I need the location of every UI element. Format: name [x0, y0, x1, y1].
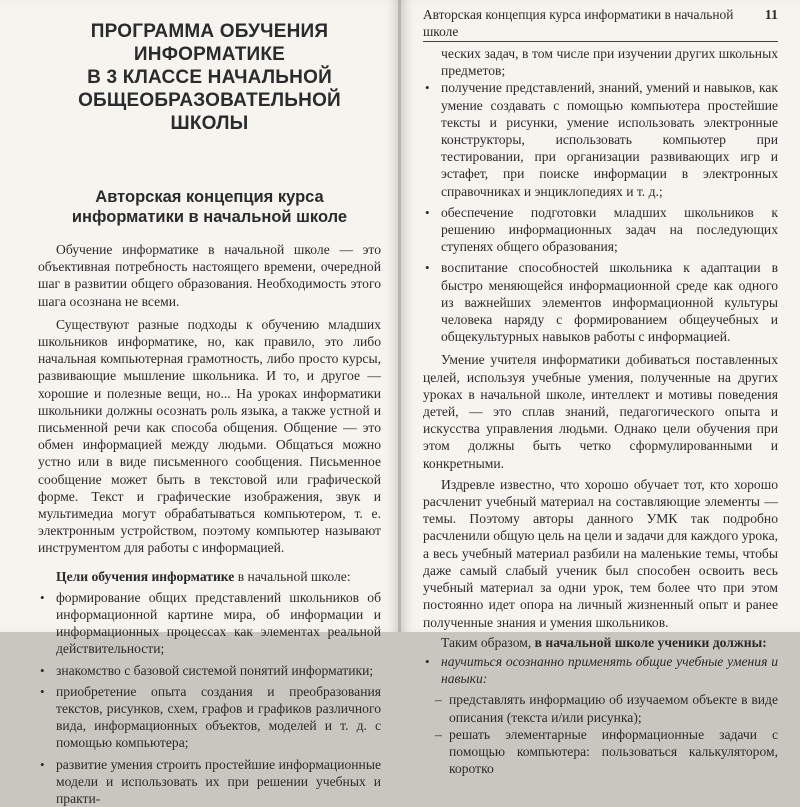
dash-icon: –	[435, 726, 442, 742]
summary-line	[423, 634, 778, 651]
continued-text: ческих задач, в том числе при изучении других школьных предметов;	[441, 46, 778, 79]
chapter-title-line: ОБЩЕОБРАЗОВАТЕЛЬНОЙ ШКОЛЫ	[78, 90, 341, 134]
list-item-text: развитие умения строить простейшие информационные модели и использовать их при решении учебных и практи-	[56, 756, 381, 807]
list-item-text: получение представлений, знаний, умений и навыков, как умение создавать с помощью компьютера простейшие тексты и рисунки, умение использовать электронные конструкторы, использовать компьютер при тестировании, при организации развивающих игр и эстафет, при поиске информации в электронных справочниках и энциклопедиях и т. д.;	[441, 80, 778, 199]
dash-icon: –	[435, 692, 442, 708]
bullet-icon: •	[40, 683, 45, 699]
bullet-icon: •	[40, 756, 45, 772]
goals-heading	[38, 568, 381, 585]
list-item	[423, 653, 778, 687]
paragraph: Издревле известно, что хорошо обучает тот, кто хорошо расчленит учебный материал на составляющие элементы — темы. Поэтому авторы данного УМК так подробно расчленили общую цель на цели и задачи для каждого урока, а весь учебный материал разбили на маленькие темы, чтобы даже самый слабый ученик был способен освоить весь учебный материал за одни урок, тем более что при этом постоянно идет опора на личный жизненный опыт и ранее полученные знания и умения школьников.	[423, 476, 778, 630]
page-number: 11	[764, 8, 778, 23]
list-item-text: обеспечение подготовки младших школьников к решению информационных задач на последующих ступенях общего образования;	[441, 204, 778, 255]
paragraph: Обучение информатике в начальной школе — это объективная потребность настоящего времени, очередной шаг в развитии общего образования. Необходимость этого шага осознана не всеми.	[38, 242, 381, 309]
skills-list	[423, 691, 778, 777]
running-head	[423, 6, 778, 42]
list-item-text: знакомство с базовой системой понятий информатики;	[56, 662, 374, 678]
section-title-line: информатики в начальной школе	[71, 208, 348, 226]
chapter-title-line: ПРОГРАММА ОБУЧЕНИЯ ИНФОРМАТИКЕ	[90, 21, 329, 65]
bullet-icon: •	[425, 653, 430, 669]
list-item	[38, 683, 381, 752]
list-item-text: представлять информацию об изучаемом объекте в виде описания (текста и/или рисунка);	[449, 692, 778, 725]
chapter-title-line: В 3 КЛАССЕ НАЧАЛЬНОЙ	[87, 67, 332, 88]
list-item	[423, 259, 778, 345]
list-item	[423, 204, 778, 256]
section-title	[38, 187, 381, 227]
goals-heading-bold: Цели обучения информатике	[56, 568, 235, 584]
paragraph: Существуют разные подходы к обучению младших школьников информатике, но, как правило, это либо начальная компьютерная грамотность, либо просто курсы, развивающие мышление школьника. И то, и другое — хорошие и полезные вещи, но... На уроках информатики школьники должны осознать роль языка, а также устной и письменной речи как способа общения. Общение — это обмен информацией между людьми. Общаться можно устно или в виде письменного сообщения. Письменное сообщение может быть в текстовой или графической форме. Текст и графические изображения, звук и мультимедиа могут обрабатываться компьютером, т. е. электронным устройством, поэтому компьютер называют инструментом для работы с информацией.	[38, 316, 381, 556]
list-item-text: приобретение опыта создания и преобразования текстов, рисунков, схем, графов и графиков различного вида, информационных объектов, моделей и т. д. с помощью компьютера;	[56, 683, 381, 751]
goals-list	[38, 589, 381, 807]
summary-bold: в начальной школе ученики должны:	[534, 634, 767, 650]
list-item	[38, 756, 381, 807]
bullet-icon: •	[40, 589, 45, 605]
bullet-icon: •	[425, 260, 430, 276]
list-item	[423, 79, 778, 199]
list-item-text: решать элементарные информационные задачи с помощью компьютера: пользоваться калькулятором, коротко	[449, 726, 778, 777]
list-item	[423, 726, 778, 778]
right-page	[401, 0, 800, 777]
running-head-title: Авторская концепция курса информатики в начальной школе	[423, 7, 734, 39]
bullet-icon: •	[425, 80, 430, 96]
list-item-text: воспитание способностей школьника к адаптации в быстро меняющейся информационной среде как одного из важнейших элементов информационной культуры человека наряду с формированием общеучебных и общекультурных навыков работы с информацией.	[441, 260, 778, 345]
list-item	[38, 662, 381, 679]
chapter-title	[44, 20, 375, 135]
summary-prefix: Таким образом,	[441, 634, 535, 650]
list-item	[423, 691, 778, 725]
list-item	[38, 589, 381, 658]
left-page	[0, 0, 399, 807]
goals-heading-rest: в начальной школе:	[234, 568, 351, 584]
outcomes-list	[423, 653, 778, 687]
bullet-icon: •	[40, 662, 45, 678]
goals-list-continued	[423, 79, 778, 345]
bullet-icon: •	[425, 204, 430, 220]
section-title-line: Авторская концепция курса	[95, 188, 324, 206]
list-item-text: научиться осознанно применять общие учебные умения и навыки:	[441, 653, 778, 687]
paragraph: Умение учителя информатики добиваться поставленных целей, используя учебные умения, полученные на других уроках в начальной школе, интеллект и мотивы поведения детей, — это сплав знаний, педагогического опыта и искусства управления людьми. Однако цели обучения при этом должны быть четко сформулированными и конкретными.	[423, 352, 778, 471]
list-item-text: формирование общих представлений школьников об информационной картине мира, об информации и информационных процессах как элементах реальной действительности;	[56, 589, 381, 657]
